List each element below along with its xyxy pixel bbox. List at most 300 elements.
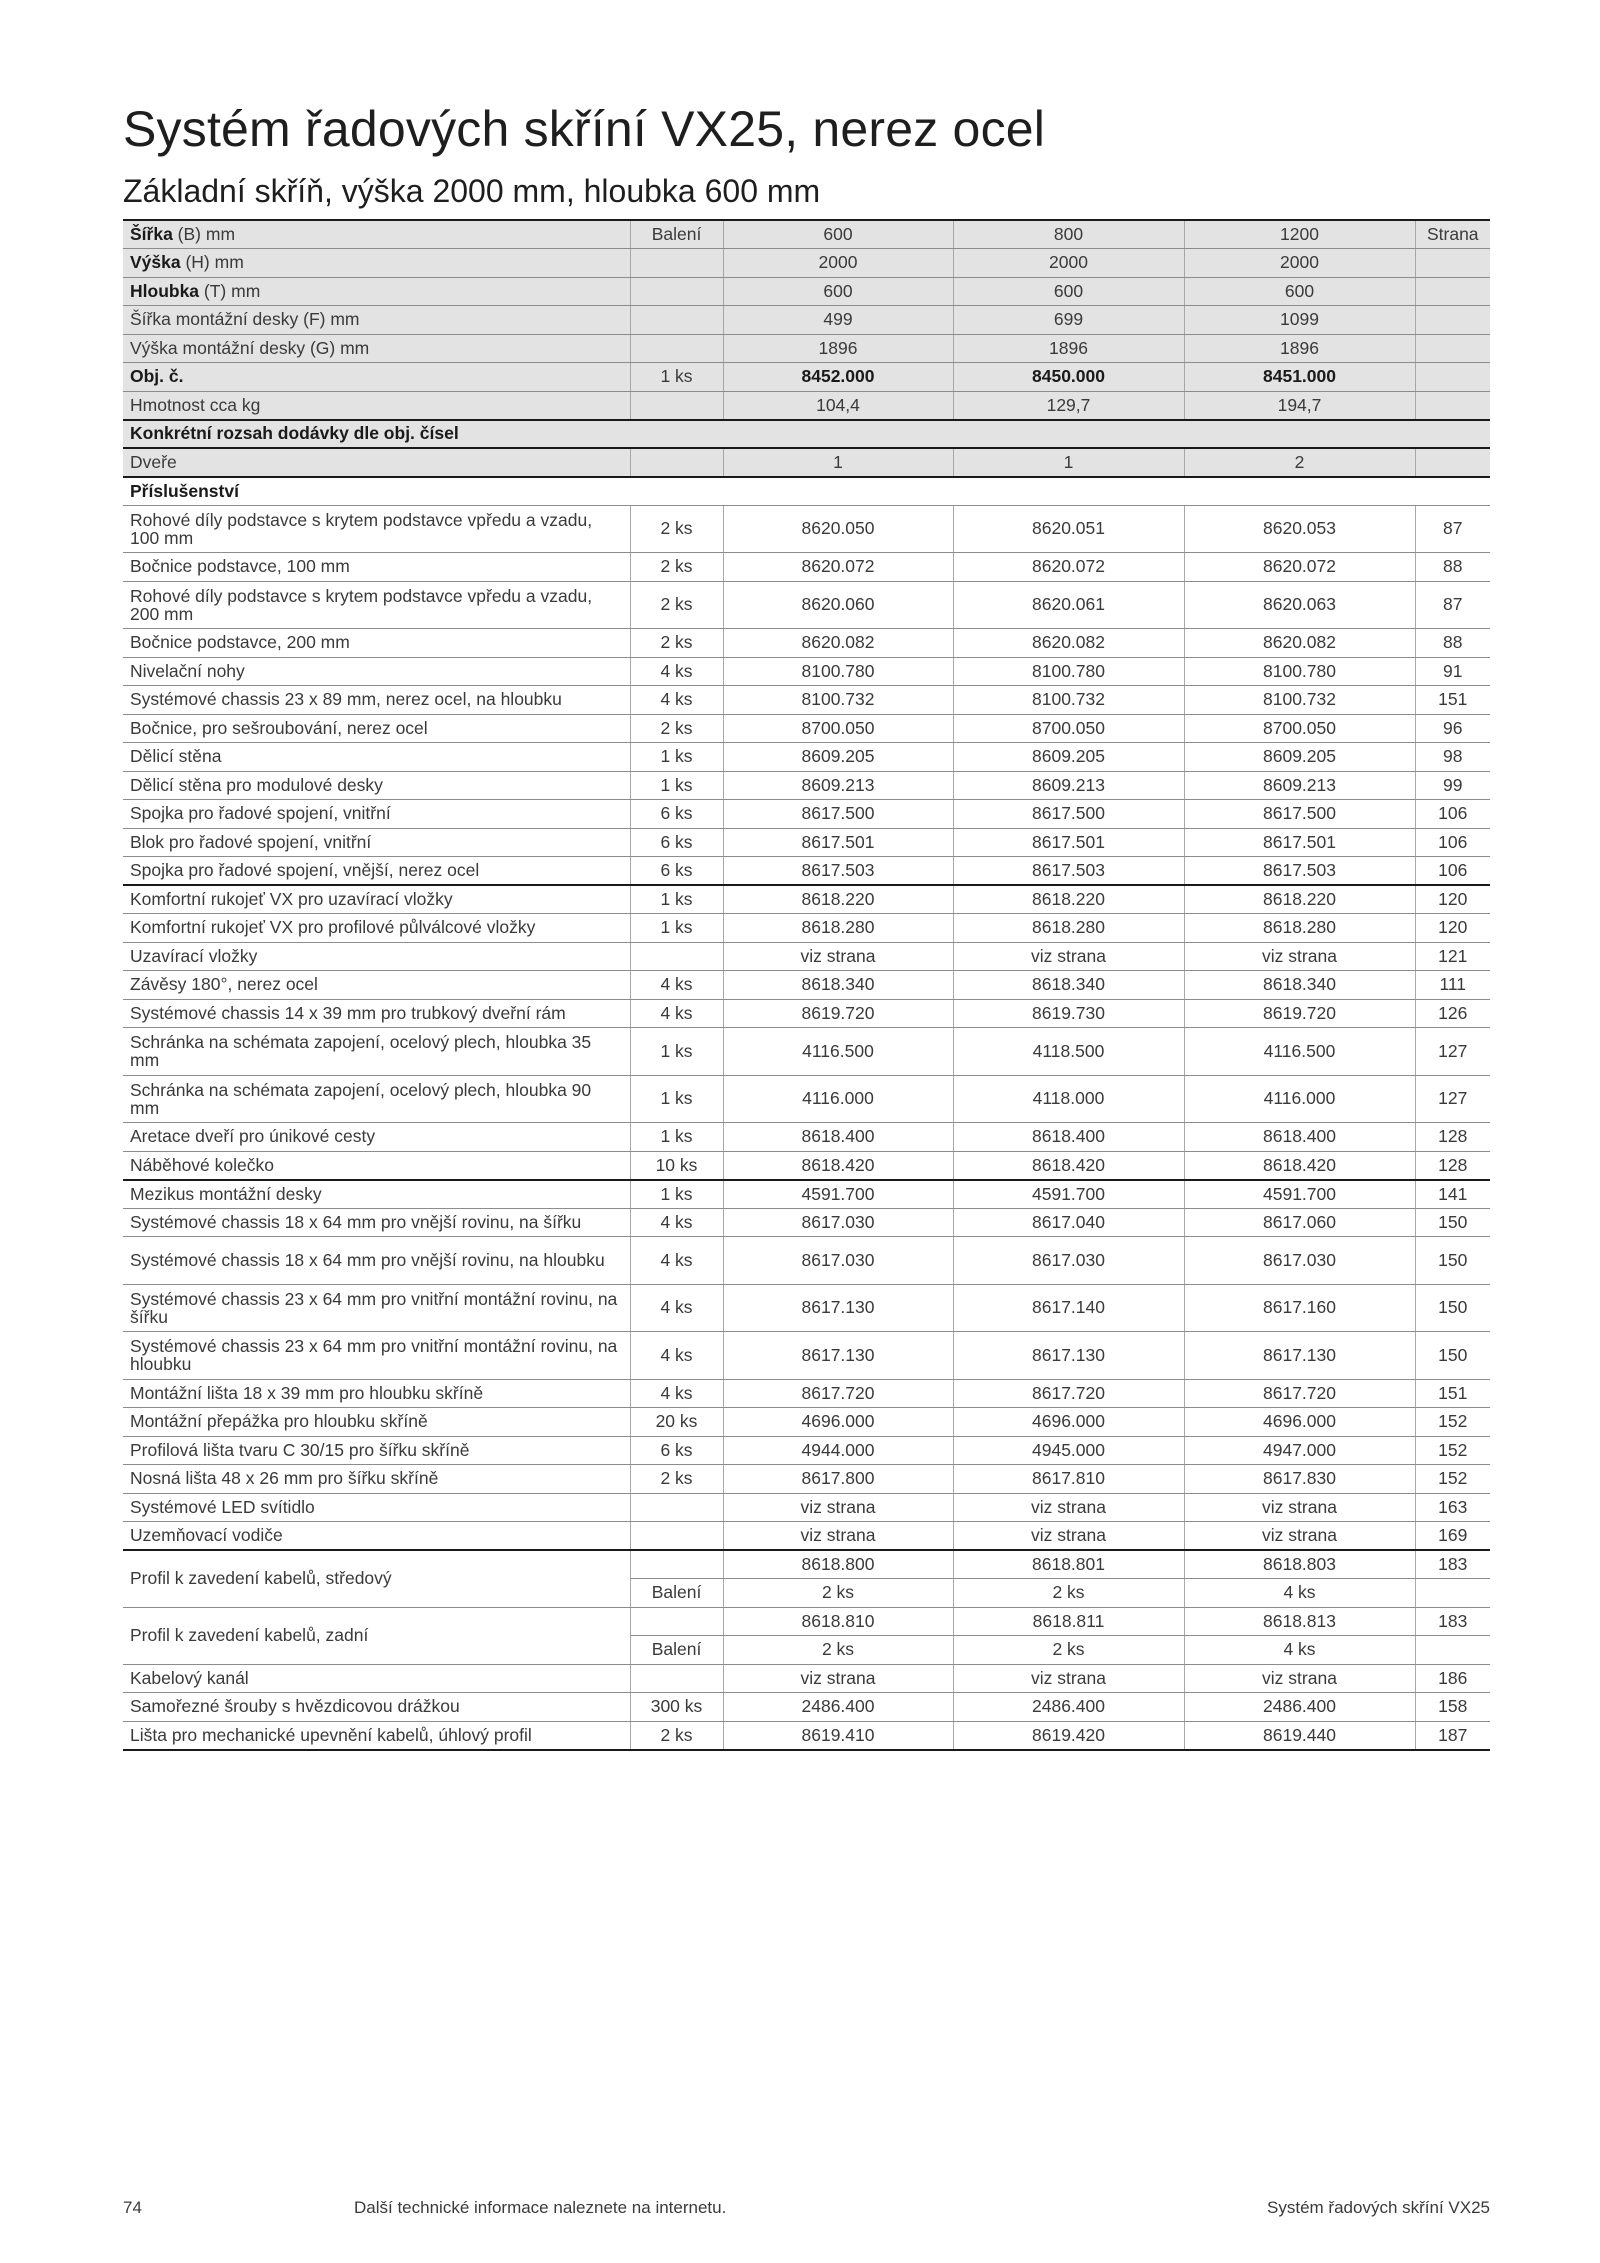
row-label: Dveře	[123, 448, 630, 477]
page-title: Systém řadových skříní VX25, nerez ocel	[123, 101, 1046, 157]
table-row	[123, 553, 1490, 582]
row-label: Schránka na schémata zapojení, ocelový plech, hloubka 90 mm	[123, 1075, 630, 1123]
cell-order-1200: 8620.082	[1184, 629, 1415, 658]
cell-page: 121	[1415, 942, 1490, 971]
cell-order-600: 4116.500	[723, 1028, 953, 1076]
cell-order-1200: 8617.030	[1184, 1237, 1415, 1285]
cell-page: 183	[1415, 1550, 1490, 1579]
row-label: Systémové chassis 18 x 64 mm pro vnější rovinu, na hloubku	[123, 1237, 630, 1285]
cell-page: 88	[1415, 553, 1490, 582]
row-doors	[123, 448, 1490, 477]
cell-value: 2000	[723, 249, 953, 278]
cell-order-1200: viz strana	[1184, 1493, 1415, 1522]
row-label: Schránka na schémata zapojení, ocelový plech, hloubka 35 mm	[123, 1028, 630, 1076]
cell-order-600: 8617.501	[723, 828, 953, 857]
cell-order-1200: 8617.060	[1184, 1208, 1415, 1237]
table-row	[123, 1550, 1490, 1579]
table-row	[123, 714, 1490, 743]
table-row	[123, 1465, 1490, 1494]
cell-order-800: viz strana	[953, 1522, 1184, 1551]
cell-page: 183	[1415, 1607, 1490, 1636]
cell-pack: 2 ks	[630, 1465, 723, 1494]
cell-order-600: 8617.030	[723, 1237, 953, 1285]
table-row	[123, 1075, 1490, 1123]
cell-order-600: 8700.050	[723, 714, 953, 743]
cell-page: 186	[1415, 1664, 1490, 1693]
cell-pack	[630, 1550, 723, 1579]
row-label: Spojka pro řadové spojení, vnitřní	[123, 800, 630, 829]
cell-pack	[630, 942, 723, 971]
cell-order-600: 8618.800	[723, 1550, 953, 1579]
cell-page: 152	[1415, 1408, 1490, 1437]
spec-table	[123, 219, 1490, 1751]
cell-page: 87	[1415, 505, 1490, 553]
row-label: Lišta pro mechanické upevnění kabelů, úhlový profil	[123, 1721, 630, 1750]
cell-pack-1200: 4 ks	[1184, 1636, 1415, 1665]
cell-value: 1896	[723, 334, 953, 363]
cell-pack: 300 ks	[630, 1693, 723, 1722]
cell-order-600: 8618.420	[723, 1151, 953, 1180]
cell-pack: 4 ks	[630, 1237, 723, 1285]
row-weight	[123, 391, 1490, 420]
cell-value: 104,4	[723, 391, 953, 420]
cell-order-1200: 8100.732	[1184, 686, 1415, 715]
cell-pack: 20 ks	[630, 1408, 723, 1437]
table-row	[123, 1607, 1490, 1636]
order-number: 8452.000	[723, 363, 953, 392]
row-label: Komfortní rukojeť VX pro profilové půlválcové vložky	[123, 914, 630, 943]
cell-order-800: 8620.051	[953, 505, 1184, 553]
cell-pack: 4 ks	[630, 1332, 723, 1380]
cell-page: 120	[1415, 914, 1490, 943]
row-order-number	[123, 363, 1490, 392]
row-depth	[123, 277, 1490, 306]
row-label: Profilová lišta tvaru C 30/15 pro šířku skříně	[123, 1436, 630, 1465]
table-row	[123, 1493, 1490, 1522]
cell-page: 126	[1415, 999, 1490, 1028]
cell-order-1200: 8618.220	[1184, 885, 1415, 914]
cell-value: 129,7	[953, 391, 1184, 420]
cell-value: 1099	[1184, 306, 1415, 335]
cell-order-1200: 8617.503	[1184, 857, 1415, 886]
cell-order-600: 8617.130	[723, 1332, 953, 1380]
order-number: 8450.000	[953, 363, 1184, 392]
cell-pack: 1 ks	[630, 363, 723, 392]
cell-pack: 4 ks	[630, 657, 723, 686]
cell-order-1200: 8609.205	[1184, 743, 1415, 772]
cell-order-800: 4591.700	[953, 1180, 1184, 1209]
cell-order-800: 8100.780	[953, 657, 1184, 686]
cell-value: 1896	[953, 334, 1184, 363]
cell-order-800: viz strana	[953, 942, 1184, 971]
cell-order-800: 8617.500	[953, 800, 1184, 829]
cell-order-600: viz strana	[723, 1493, 953, 1522]
cell-page: 152	[1415, 1436, 1490, 1465]
cell-pack: 1 ks	[630, 1028, 723, 1076]
row-label: Montážní lišta 18 x 39 mm pro hloubku skříně	[123, 1379, 630, 1408]
cell-order-1200: 8617.160	[1184, 1284, 1415, 1332]
cell-order-800: 8618.400	[953, 1123, 1184, 1152]
cell-pack-600: 2 ks	[723, 1636, 953, 1665]
cell-order-600: 8617.030	[723, 1208, 953, 1237]
cell-pack: 2 ks	[630, 553, 723, 582]
cell-order-1200: 4696.000	[1184, 1408, 1415, 1437]
cell-pack: 1 ks	[630, 1075, 723, 1123]
cell-order-600: viz strana	[723, 1664, 953, 1693]
row-label: Dělicí stěna pro modulové desky	[123, 771, 630, 800]
row-label: Systémové chassis 23 x 64 mm pro vnitřní montážní rovinu, na hloubku	[123, 1332, 630, 1380]
cell-value: 2000	[953, 249, 1184, 278]
cell-order-800: 2486.400	[953, 1693, 1184, 1722]
cell-pack: 4 ks	[630, 971, 723, 1000]
cell-order-1200: 8618.803	[1184, 1550, 1415, 1579]
cell-order-600: viz strana	[723, 942, 953, 971]
table-row	[123, 1721, 1490, 1750]
cell-pack: 1 ks	[630, 914, 723, 943]
cell-order-600: 8617.800	[723, 1465, 953, 1494]
page-number: 74	[123, 2198, 142, 2217]
row-label: Systémové chassis 23 x 64 mm pro vnitřní montážní rovinu, na šířku	[123, 1284, 630, 1332]
cell-order-1200: 4947.000	[1184, 1436, 1415, 1465]
cell-order-800: 8700.050	[953, 714, 1184, 743]
table-row	[123, 1237, 1490, 1285]
cell-pack: 2 ks	[630, 1721, 723, 1750]
width-1200: 1200	[1184, 220, 1415, 249]
cell-page: 150	[1415, 1208, 1490, 1237]
cell-pack: 1 ks	[630, 1180, 723, 1209]
cell-pack: 2 ks	[630, 505, 723, 553]
row-label: Hloubka (T) mm	[123, 277, 630, 306]
cell-order-600: 8619.720	[723, 999, 953, 1028]
cell-pack: 1 ks	[630, 885, 723, 914]
cell-order-800: 8620.072	[953, 553, 1184, 582]
cell-page: 99	[1415, 771, 1490, 800]
header-page: Strana	[1415, 220, 1490, 249]
cell-order-600: 8100.732	[723, 686, 953, 715]
table-row	[123, 1693, 1490, 1722]
footer-note: Další technické informace naleznete na internetu.	[354, 2198, 727, 2217]
cell-page: 151	[1415, 686, 1490, 715]
cell-order-600: 8609.213	[723, 771, 953, 800]
row-label: Dělicí stěna	[123, 743, 630, 772]
table-row	[123, 828, 1490, 857]
cell-order-600: 8609.205	[723, 743, 953, 772]
table-row	[123, 885, 1490, 914]
row-label: Rohové díly podstavce s krytem podstavce vpředu a vzadu, 200 mm	[123, 581, 630, 629]
cell-order-1200: 8617.500	[1184, 800, 1415, 829]
cell-page: 127	[1415, 1028, 1490, 1076]
cell-page: 96	[1415, 714, 1490, 743]
row-label: Profil k zavedení kabelů, středový	[123, 1550, 630, 1607]
cell-order-600: 8620.072	[723, 553, 953, 582]
cell-page	[1415, 1636, 1490, 1665]
cell-order-800: viz strana	[953, 1664, 1184, 1693]
row-label: Systémové chassis 23 x 89 mm, nerez ocel, na hloubku	[123, 686, 630, 715]
cell-pack	[630, 1522, 723, 1551]
cell-order-1200: 8618.340	[1184, 971, 1415, 1000]
cell-value: 699	[953, 306, 1184, 335]
cell-order-800: viz strana	[953, 1493, 1184, 1522]
cell-pack: 1 ks	[630, 1123, 723, 1152]
cell-page: 150	[1415, 1284, 1490, 1332]
cell-order-1200: 8100.780	[1184, 657, 1415, 686]
cell-value: 2	[1184, 448, 1415, 477]
cell-order-800: 8100.732	[953, 686, 1184, 715]
table-row	[123, 629, 1490, 658]
cell-order-600: 8617.130	[723, 1284, 953, 1332]
cell-order-1200: 8620.063	[1184, 581, 1415, 629]
table-row	[123, 971, 1490, 1000]
cell-pack-label: Balení	[630, 1636, 723, 1665]
row-label: Šířka montážní desky (F) mm	[123, 306, 630, 335]
cell-value: 2000	[1184, 249, 1415, 278]
cell-order-600: 8618.280	[723, 914, 953, 943]
cell-pack-1200: 4 ks	[1184, 1579, 1415, 1608]
row-label: Kabelový kanál	[123, 1664, 630, 1693]
cell-order-1200: viz strana	[1184, 1522, 1415, 1551]
cell-value: 600	[953, 277, 1184, 306]
cell-order-1200: viz strana	[1184, 1664, 1415, 1693]
cell-pack: 4 ks	[630, 1208, 723, 1237]
cell-order-1200: 4591.700	[1184, 1180, 1415, 1209]
cell-order-1200: 8617.720	[1184, 1379, 1415, 1408]
cell-pack: 4 ks	[630, 1284, 723, 1332]
cell-order-600: 8618.220	[723, 885, 953, 914]
row-label: Uzemňovací vodiče	[123, 1522, 630, 1551]
cell-page: 128	[1415, 1123, 1490, 1152]
row-label: Uzavírací vložky	[123, 942, 630, 971]
cell-order-1200: 8618.813	[1184, 1607, 1415, 1636]
cell-order-800: 8617.720	[953, 1379, 1184, 1408]
cell-order-800: 8609.205	[953, 743, 1184, 772]
cell-page: 127	[1415, 1075, 1490, 1123]
cell-order-1200: 8619.440	[1184, 1721, 1415, 1750]
cell-order-1200: 4116.500	[1184, 1028, 1415, 1076]
cell-pack	[630, 1664, 723, 1693]
table-row	[123, 1332, 1490, 1380]
cell-value: 600	[1184, 277, 1415, 306]
table-row	[123, 857, 1490, 886]
cell-pack: 1 ks	[630, 743, 723, 772]
cell-order-600: 8618.810	[723, 1607, 953, 1636]
cell-page: 106	[1415, 828, 1490, 857]
cell-order-1200: 8618.400	[1184, 1123, 1415, 1152]
cell-value: 194,7	[1184, 391, 1415, 420]
cell-pack: 6 ks	[630, 828, 723, 857]
row-label: Závěsy 180°, nerez ocel	[123, 971, 630, 1000]
cell-order-1200: 8609.213	[1184, 771, 1415, 800]
table-row	[123, 1151, 1490, 1180]
section-heading: Příslušenství	[123, 477, 1490, 506]
row-label: Montážní přepážka pro hloubku skříně	[123, 1408, 630, 1437]
row-label: Nosná lišta 48 x 26 mm pro šířku skříně	[123, 1465, 630, 1494]
table-row	[123, 1123, 1490, 1152]
cell-order-800: 8617.030	[953, 1237, 1184, 1285]
table-row	[123, 686, 1490, 715]
table-row	[123, 505, 1490, 553]
row-label: Systémové chassis 18 x 64 mm pro vnější rovinu, na šířku	[123, 1208, 630, 1237]
row-plate-width	[123, 306, 1490, 335]
table-row	[123, 1436, 1490, 1465]
cell-order-800: 4945.000	[953, 1436, 1184, 1465]
row-label: Bočnice podstavce, 200 mm	[123, 629, 630, 658]
cell-order-1200: 8617.830	[1184, 1465, 1415, 1494]
cell-value: 1	[723, 448, 953, 477]
row-label: Obj. č.	[123, 363, 630, 392]
cell-order-800: 8617.501	[953, 828, 1184, 857]
cell-page: 158	[1415, 1693, 1490, 1722]
cell-value: 499	[723, 306, 953, 335]
row-label: Hmotnost cca kg	[123, 391, 630, 420]
cell-order-600: 8618.400	[723, 1123, 953, 1152]
cell-page	[1415, 1579, 1490, 1608]
cell-pack: 6 ks	[630, 800, 723, 829]
cell-order-600: 8617.503	[723, 857, 953, 886]
table-row	[123, 1408, 1490, 1437]
cell-pack-800: 2 ks	[953, 1636, 1184, 1665]
order-number: 8451.000	[1184, 363, 1415, 392]
row-label: Výška montážní desky (G) mm	[123, 334, 630, 363]
cell-pack-600: 2 ks	[723, 1579, 953, 1608]
cell-order-800: 8619.420	[953, 1721, 1184, 1750]
table-row	[123, 771, 1490, 800]
cell-order-600: 8620.050	[723, 505, 953, 553]
row-label: Šířka (B) mm	[123, 220, 630, 249]
cell-order-800: 8617.810	[953, 1465, 1184, 1494]
cell-page: 152	[1415, 1465, 1490, 1494]
table-row	[123, 743, 1490, 772]
section-scope	[123, 420, 1490, 449]
cell-order-1200: 8700.050	[1184, 714, 1415, 743]
table-row	[123, 942, 1490, 971]
cell-order-800: 8617.040	[953, 1208, 1184, 1237]
cell-pack: 6 ks	[630, 1436, 723, 1465]
row-label: Bočnice podstavce, 100 mm	[123, 553, 630, 582]
row-label: Aretace dveří pro únikové cesty	[123, 1123, 630, 1152]
row-label: Spojka pro řadové spojení, vnější, nerez ocel	[123, 857, 630, 886]
cell-order-1200: 8620.072	[1184, 553, 1415, 582]
cell-order-1200: 8617.501	[1184, 828, 1415, 857]
row-label: Nivelační nohy	[123, 657, 630, 686]
table-row	[123, 1522, 1490, 1551]
cell-order-600: 8618.340	[723, 971, 953, 1000]
cell-pack: 1 ks	[630, 771, 723, 800]
cell-order-600: 4696.000	[723, 1408, 953, 1437]
cell-order-600: 8100.780	[723, 657, 953, 686]
cell-page: 169	[1415, 1522, 1490, 1551]
cell-order-800: 4696.000	[953, 1408, 1184, 1437]
section-heading: Konkrétní rozsah dodávky dle obj. čísel	[123, 420, 1490, 449]
row-label: Výška (H) mm	[123, 249, 630, 278]
row-label: Profil k zavedení kabelů, zadní	[123, 1607, 630, 1664]
cell-order-800: 8617.503	[953, 857, 1184, 886]
cell-order-800: 4118.500	[953, 1028, 1184, 1076]
cell-page: 98	[1415, 743, 1490, 772]
cell-order-600: 8617.500	[723, 800, 953, 829]
cell-order-600: 8617.720	[723, 1379, 953, 1408]
cell-page: 87	[1415, 581, 1490, 629]
row-label: Blok pro řadové spojení, vnitřní	[123, 828, 630, 857]
row-label: Systémové chassis 14 x 39 mm pro trubkový dveřní rám	[123, 999, 630, 1028]
cell-pack: 2 ks	[630, 581, 723, 629]
row-plate-height	[123, 334, 1490, 363]
width-800: 800	[953, 220, 1184, 249]
cell-pack: 4 ks	[630, 999, 723, 1028]
table-row	[123, 1284, 1490, 1332]
cell-order-1200: 2486.400	[1184, 1693, 1415, 1722]
cell-pack-800: 2 ks	[953, 1579, 1184, 1608]
cell-order-1200: 4116.000	[1184, 1075, 1415, 1123]
cell-pack	[630, 1493, 723, 1522]
cell-value: 600	[723, 277, 953, 306]
cell-order-800: 8618.340	[953, 971, 1184, 1000]
cell-order-1200: 8618.420	[1184, 1151, 1415, 1180]
cell-order-800: 8618.220	[953, 885, 1184, 914]
table-row	[123, 999, 1490, 1028]
cell-order-600: 2486.400	[723, 1693, 953, 1722]
cell-pack: 2 ks	[630, 714, 723, 743]
cell-order-800: 8617.140	[953, 1284, 1184, 1332]
cell-order-800: 8617.130	[953, 1332, 1184, 1380]
cell-page: 141	[1415, 1180, 1490, 1209]
cell-page: 150	[1415, 1332, 1490, 1380]
footer-series: Systém řadových skříní VX25	[1267, 2198, 1490, 2217]
cell-order-800: 8620.082	[953, 629, 1184, 658]
cell-page: 106	[1415, 800, 1490, 829]
cell-pack: 4 ks	[630, 1379, 723, 1408]
spec-table-body	[123, 220, 1490, 1750]
cell-page: 88	[1415, 629, 1490, 658]
cell-pack: 10 ks	[630, 1151, 723, 1180]
cell-page: 111	[1415, 971, 1490, 1000]
cell-order-600: 4591.700	[723, 1180, 953, 1209]
cell-page: 91	[1415, 657, 1490, 686]
cell-page: 163	[1415, 1493, 1490, 1522]
page-subtitle: Základní skříň, výška 2000 mm, hloubka 600 mm	[123, 173, 821, 209]
table-row	[123, 1028, 1490, 1076]
row-label: Rohové díly podstavce s krytem podstavce vpředu a vzadu, 100 mm	[123, 505, 630, 553]
table-row	[123, 914, 1490, 943]
cell-pack-label: Balení	[630, 1579, 723, 1608]
cell-order-1200: 8620.053	[1184, 505, 1415, 553]
cell-order-800: 8618.420	[953, 1151, 1184, 1180]
header-packaging: Balení	[630, 220, 723, 249]
table-row	[123, 1180, 1490, 1209]
cell-page: 151	[1415, 1379, 1490, 1408]
cell-order-800: 8609.213	[953, 771, 1184, 800]
cell-order-1200: viz strana	[1184, 942, 1415, 971]
cell-order-600: 8620.060	[723, 581, 953, 629]
cell-pack	[630, 1607, 723, 1636]
cell-pack: 4 ks	[630, 686, 723, 715]
cell-value: 1	[953, 448, 1184, 477]
table-row	[123, 1208, 1490, 1237]
table-row	[123, 1379, 1490, 1408]
cell-order-600: 4944.000	[723, 1436, 953, 1465]
table-row	[123, 581, 1490, 629]
row-label: Bočnice, pro sešroubování, nerez ocel	[123, 714, 630, 743]
cell-order-800: 8620.061	[953, 581, 1184, 629]
row-label: Náběhové kolečko	[123, 1151, 630, 1180]
cell-order-600: 4116.000	[723, 1075, 953, 1123]
row-label: Komfortní rukojeť VX pro uzavírací vložky	[123, 885, 630, 914]
row-label: Systémové LED svítidlo	[123, 1493, 630, 1522]
row-label: Mezikus montážní desky	[123, 1180, 630, 1209]
table-row	[123, 800, 1490, 829]
cell-page: 128	[1415, 1151, 1490, 1180]
cell-page: 150	[1415, 1237, 1490, 1285]
cell-order-600: 8620.082	[723, 629, 953, 658]
